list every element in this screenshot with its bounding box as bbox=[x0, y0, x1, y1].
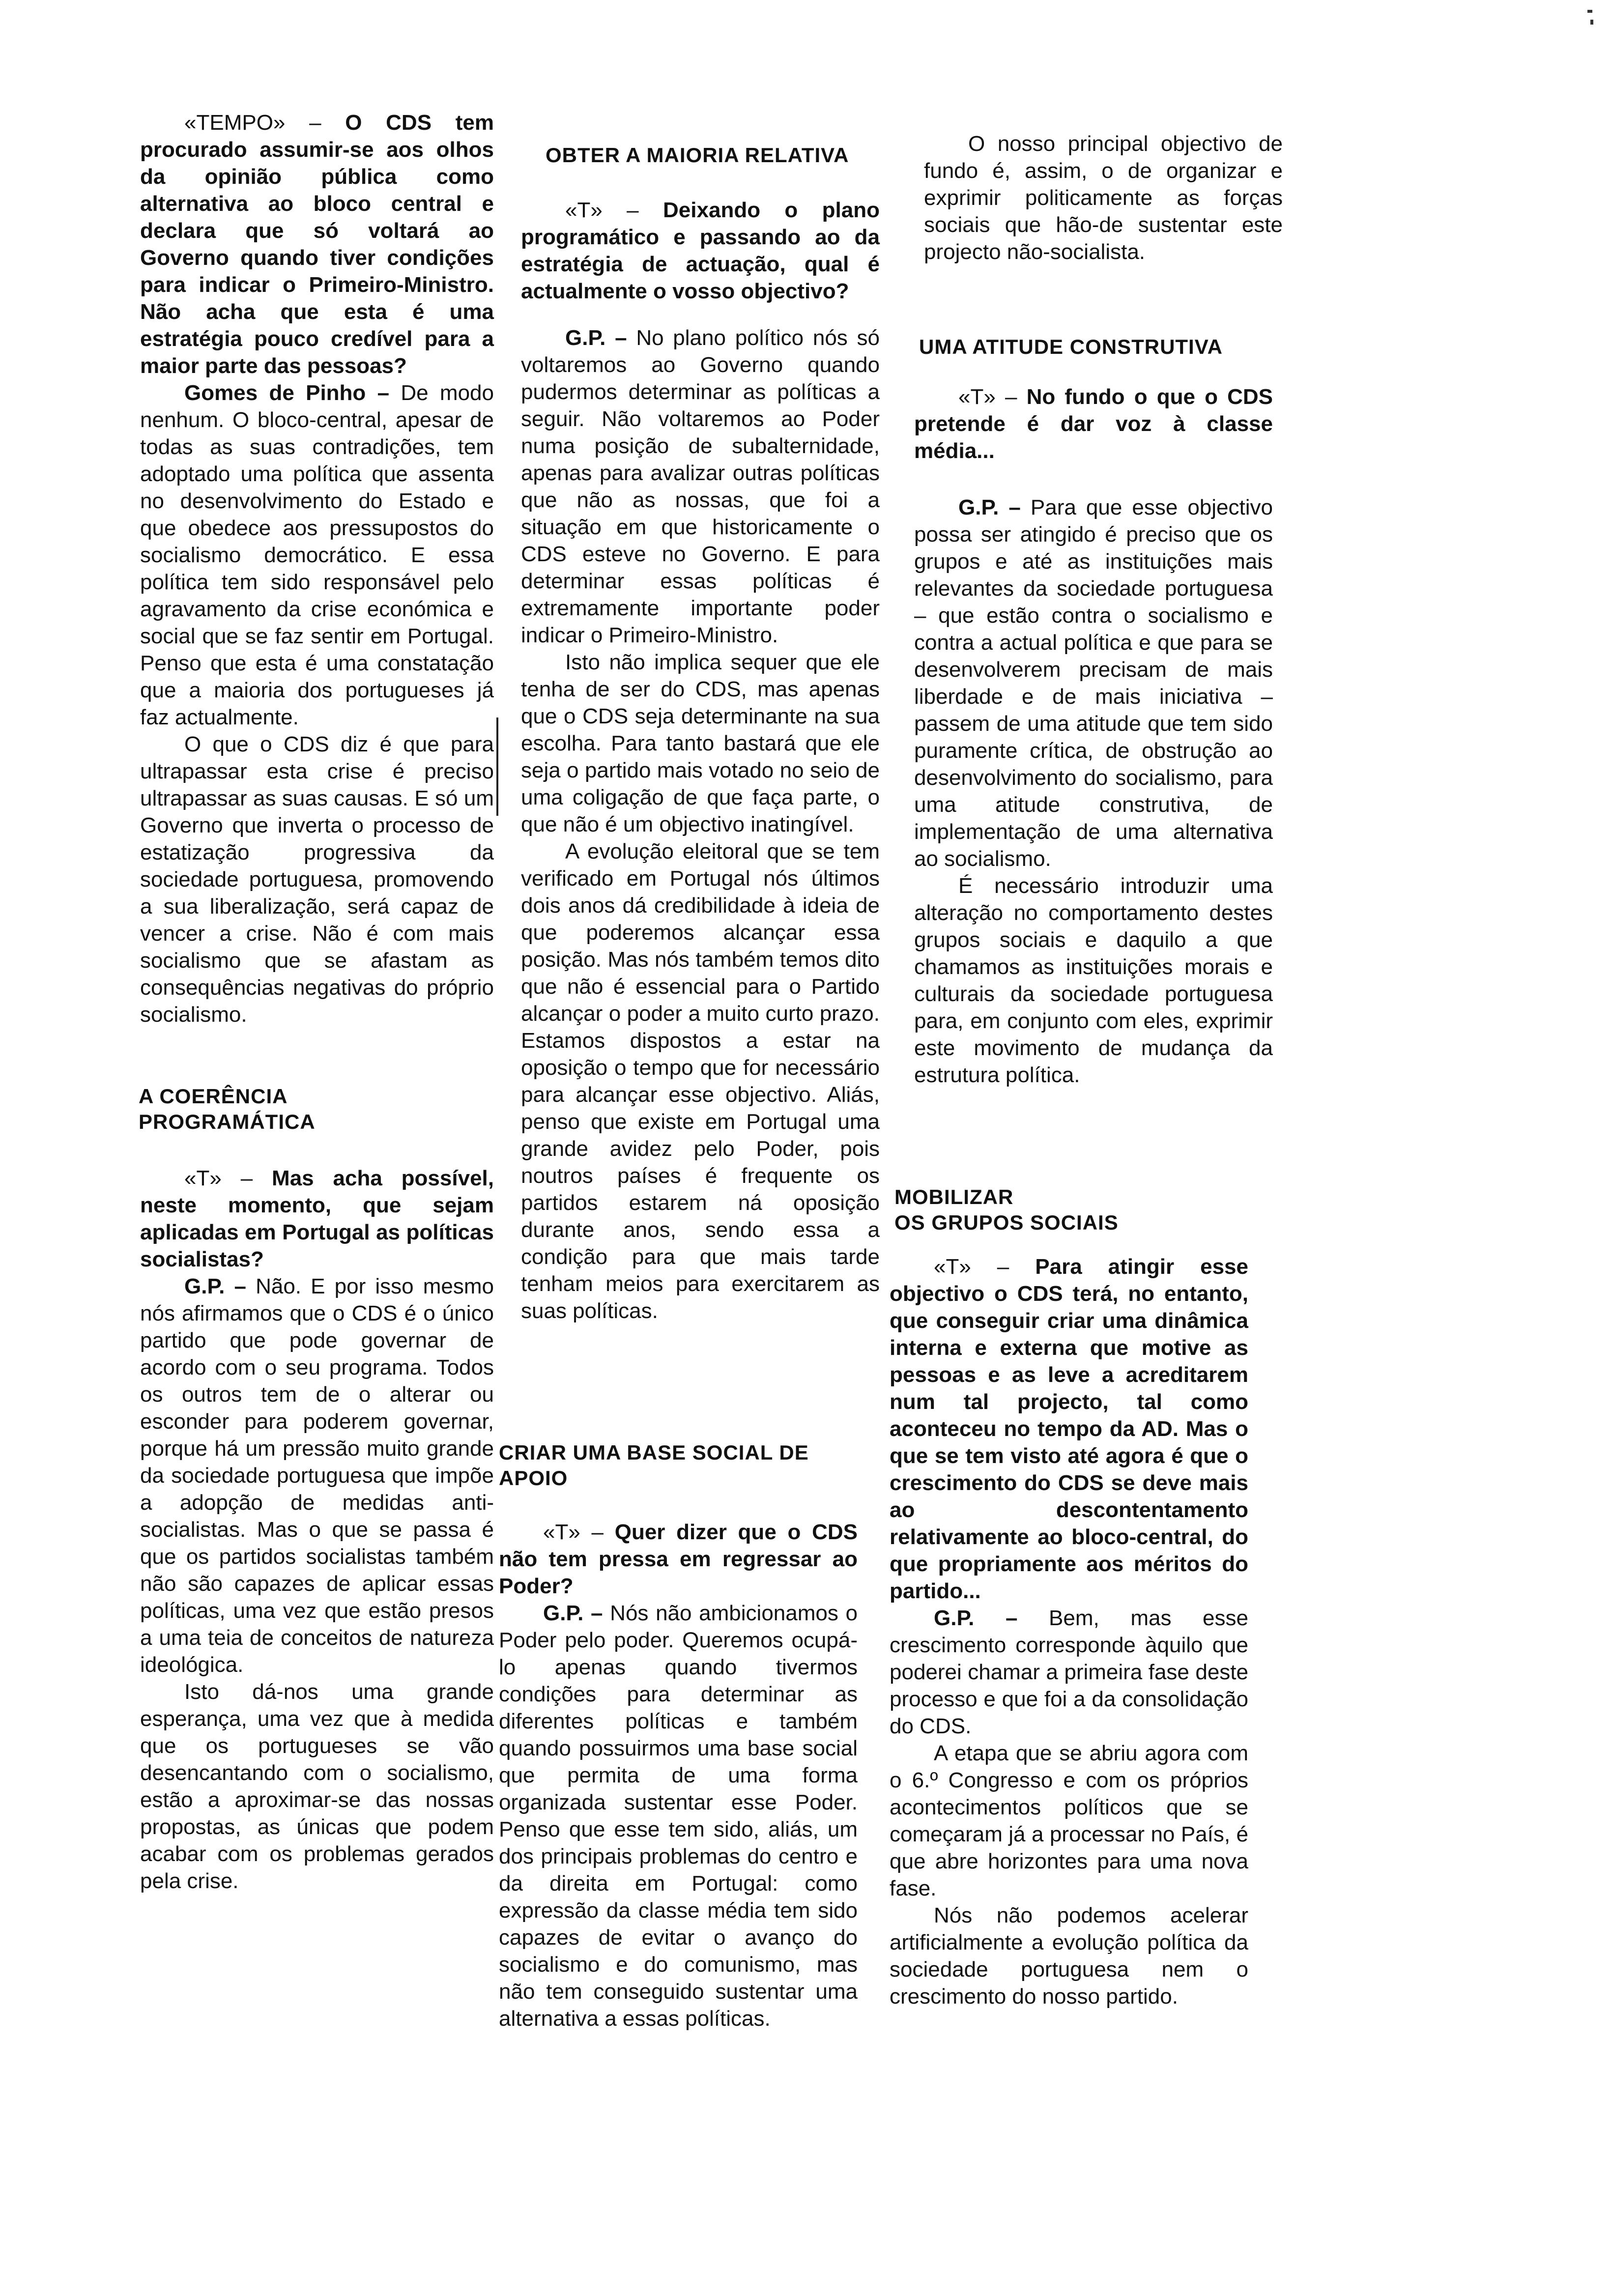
question-text: Quer dizer que o CDS não tem pressa em regressar ao Poder? bbox=[499, 1520, 858, 1598]
heading-line: PROGRAMÁTICA bbox=[139, 1110, 316, 1133]
scan-speck bbox=[1587, 10, 1592, 13]
paragraph-objectivo bbox=[924, 130, 1283, 265]
section-mobilizar-body bbox=[890, 1253, 1248, 2010]
speaker-label: «T» – bbox=[565, 198, 639, 222]
heading-line: OS GRUPOS SOCIAIS bbox=[894, 1211, 1119, 1234]
question-tempo-alternativa bbox=[140, 109, 494, 1028]
speaker-label: Gomes de Pinho – bbox=[184, 381, 390, 405]
heading-line: APOIO bbox=[499, 1466, 568, 1490]
paragraph: É necessário introduzir uma alteração no comportamento destes grupos sociais e daquilo a que chamamos as instituições morais e culturais da sociedade portuguesa para, em conjunto com eles, exprimir este movimento de mudança da estrutura política. bbox=[914, 874, 1273, 1087]
speaker-label: G.P. – bbox=[565, 326, 627, 350]
answer-text: No plano político nós só voltaremos ao Governo quando pudermos determinar as políticas a seguir. Não voltaremos ao Poder numa posição de subalternidade, apenas para avalizar outras políticas que não as nossas, que foi a situação em que historicamente o CDS esteve no Governo. E para determinar essas políticas é extremamente importante poder indicar o Primeiro-Ministro. bbox=[521, 326, 880, 647]
answer-text: Bem, mas esse crescimento corresponde àquilo que poderei chamar a primeira fase deste processo e que foi a da consolidação do CDS. bbox=[890, 1606, 1248, 1738]
paragraph: Nós não podemos acelerar artificialmente a evolução política da sociedade portuguesa nem o crescimento do nosso partido. bbox=[890, 1903, 1248, 2009]
speaker-label: G.P. – bbox=[934, 1606, 1018, 1630]
answer-text: Para que esse objectivo possa ser atingido é preciso que os grupos e até as instituições mais relevantes da sociedade portuguesa – que estão contra o socialismo e contra a actual política e que para se desenvolverem precisam de mais liberdade e de mais iniciativa – passem de uma atitude que tem sido puramente crítica, de obstrução ao desenvolvimento do socialismo, para uma atitude construtiva, de implementação de uma alternativa ao socialismo. bbox=[914, 495, 1273, 871]
speaker-label: G.P. – bbox=[184, 1274, 246, 1298]
speaker-label: G.P. – bbox=[958, 495, 1021, 519]
heading-line: CRIAR UMA BASE SOCIAL DE bbox=[499, 1441, 809, 1464]
speaker-label: «TEMPO» – bbox=[184, 111, 321, 135]
section-heading-coerencia bbox=[139, 1084, 316, 1135]
section-atitude-body bbox=[914, 383, 1273, 1089]
question-text: Para atingir esse objectivo o CDS terá, no entanto, que conseguir criar uma dinâmica interna e externa que motive as pessoas e as leve a acreditarem num tal projecto, tal como aconteceu no tempo da AD. Mas o que se tem visto até agora é que o crescimento do CDS se deve mais ao descontentamento relativamente ao bloco-central, do que propriamente aos méritos do partido... bbox=[890, 1255, 1248, 1603]
paragraph: O que o CDS diz é que para ultrapassar esta crise é preciso ultrapassar as suas causas. E só um Governo que inverta o processo de estatização progressiva da sociedade portuguesa, promovendo a sua liberalização, será capaz de vencer a crise. Não é com mais socialismo que se afastam as consequências negativas do próprio socialismo. bbox=[140, 732, 494, 1027]
section-heading-mobilizar bbox=[894, 1184, 1119, 1235]
heading-line: A COERÊNCIA bbox=[139, 1085, 288, 1108]
section-heading-base-social bbox=[499, 1440, 809, 1491]
answer-text: Não. E por isso mesmo nós afirmamos que o CDS é o único partido que pode governar de acordo com o seu programa. Todos os outros tem de o alterar ou esconder para poderem governar, porque há um pressão muito grande da sociedade portuguesa que impõe a adopção de medidas anti-socialistas. Mas o que se passa é que os partidos socialistas também não são capazes de aplicar essas políticas, uma vez que estão presos a uma teia de conceitos de natureza ideológica. bbox=[140, 1274, 494, 1677]
speaker-label: G.P. – bbox=[543, 1601, 603, 1625]
question-text: Deixando o plano programático e passando ao da estratégia de actuação, qual é actualmente o vosso objectivo? bbox=[521, 198, 880, 303]
scan-mark bbox=[496, 718, 498, 816]
heading-line: MOBILIZAR bbox=[894, 1185, 1014, 1208]
section-heading-maioria: OBTER A MAIORIA RELATIVA bbox=[546, 144, 849, 167]
answer-text: Nós não ambicionamos o Poder pelo poder. Queremos ocupá-lo apenas quando tivermos condições para determinar as diferentes políticas e também quando possuirmos uma base social que permita de uma forma organizada sustentar esse Poder. Penso que esse tem sido, aliás, um dos principais problemas do centro e da direita em Portugal: como expressão da classe média tem sido capazes de evitar o avanço do socialismo e do comunismo, mas não tem conseguido sustentar uma alternativa a essas políticas. bbox=[499, 1601, 858, 2031]
speaker-label: «T» – bbox=[543, 1520, 604, 1544]
paragraph: O nosso principal objectivo de fundo é, assim, o de organizar e exprimir politicamente as forças sociais que hão-de sustentar este projecto não-socialista. bbox=[924, 132, 1283, 264]
section-maioria-body bbox=[521, 197, 880, 1324]
paragraph: Isto não implica sequer que ele tenha de ser do CDS, mas apenas que o CDS seja determinante na sua escolha. Para tanto bastará que ele seja o partido mais votado no seio de uma coligação de que faça parte, o que não é um objectivo inatingível. bbox=[521, 650, 880, 836]
section-heading-atitude: UMA ATITUDE CONSTRUTIVA bbox=[919, 335, 1223, 358]
question-text: No fundo o que o CDS pretende é dar voz à classe média... bbox=[914, 385, 1273, 463]
speaker-label: «T» – bbox=[184, 1166, 253, 1190]
section-coerencia-body bbox=[140, 1165, 494, 1894]
paragraph: A etapa que se abriu agora com o 6.º Congresso e com os próprios acontecimentos políticos que se começaram já a processar no País, é que abre horizontes para uma nova fase. bbox=[890, 1741, 1248, 1900]
speaker-label: «T» – bbox=[958, 385, 1017, 409]
paragraph: Isto dá-nos uma grande esperança, uma vez que à medida que os portugueses se vão desencantando com o socialismo, estão a aproximar-se das nossas propostas, as únicas que podem acabar com os problemas gerados pela crise. bbox=[140, 1680, 494, 1893]
question-text: O CDS tem procurado assumir-se aos olhos da opinião pública como alternativa ao bloco central e declara que só voltará ao Governo quando tiver condições para indicar o Primeiro-Ministro. Não acha que esta é uma estratégia pouco credível para a maior parte das pessoas? bbox=[140, 111, 494, 378]
section-base-social-body bbox=[499, 1519, 858, 2032]
question-text: Mas acha possível, neste momento, que sejam aplicadas em Portugal as políticas socialistas? bbox=[140, 1166, 494, 1271]
paragraph: A evolução eleitoral que se tem verificado em Portugal nós últimos dois anos dá credibilidade à ideia de que poderemos alcançar essa posição. Mas nós também temos dito que não é essencial para o Partido alcançar o poder a muito curto prazo. Estamos dispostos a estar na oposição o tempo que for necessário para alcançar esse objectivo. Aliás, penso que existe em Portugal uma grande avidez pelo Poder, pois noutros países é frequente os partidos estarem ná oposição durante anos, sendo essa a condição para que mais tarde tenham meios para exercitarem as suas políticas. bbox=[521, 839, 880, 1323]
answer-text: De modo nenhum. O bloco-central, apesar de todas as suas contradições, tem adoptado uma política que assenta no desenvolvimento do Estado e que obedece aos pressupostos do socialismo democrático. E essa política tem sido responsável pelo agravamento da crise económica e social que se faz sentir em Portugal. Penso que esta é uma constatação que a maioria dos portugueses já faz actualmente. bbox=[140, 381, 494, 729]
scan-speck bbox=[1590, 20, 1593, 25]
speaker-label: «T» – bbox=[934, 1255, 1009, 1279]
